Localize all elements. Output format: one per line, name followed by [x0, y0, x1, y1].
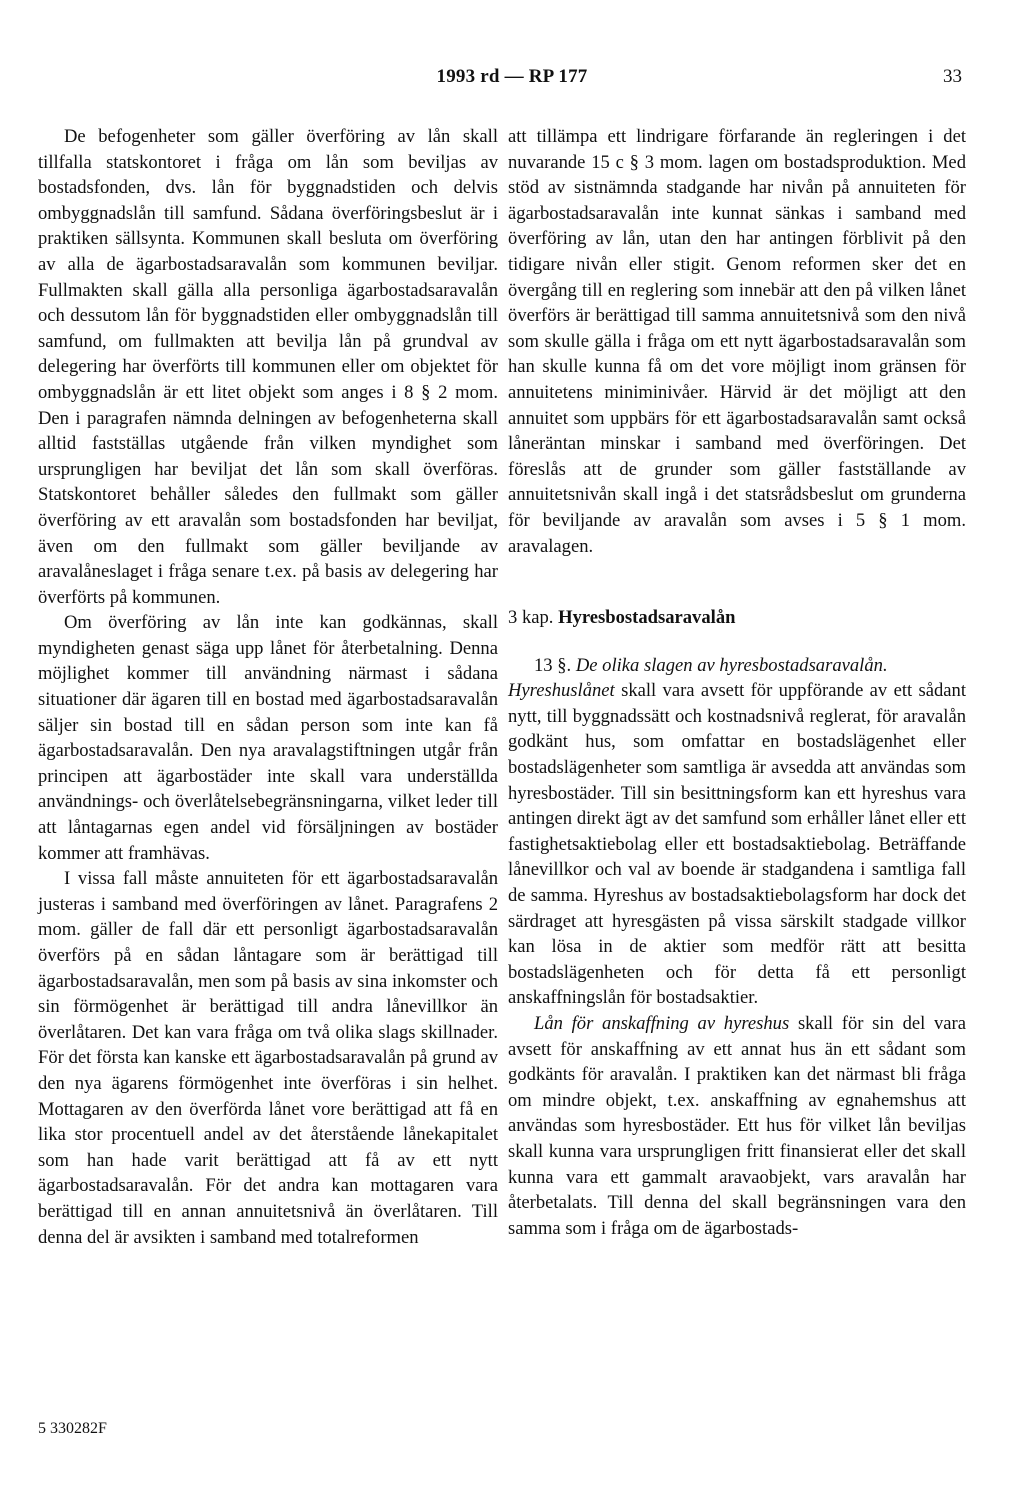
section-number: 13 §. — [534, 654, 572, 676]
page-header-title: 1993 rd — RP 177 — [436, 66, 588, 87]
left-paragraph-1: De befogenheter som gäller överföring av lån skall tillfalla statskontoret i fråga om lån som beviljas av bostadsfonden, dvs. lån för byggnadstiden och delvis ombyggnadslån till samfund. Sådana överföringsbeslut är i praktiken sällsynta. Kommunen skall besluta om överföring av alla de ägarbostadsaravalån som kommunen beviljar. Fullmakten skall gälla alla personliga ägarbostadsaravalån och dessutom lån för byggnadstiden eller ombyggnadslån till samfund, om fullmakten att bevilja lån på grundval av delegering har överförts till kommunen eller om objektet för ombyggnadslån är ett litet objekt som anges i 8 § 2 mom. Den i paragrafen nämnda delningen av befogenheterna skall alltid fastställas utgående från vilken myndighet som ursprungligen har beviljat det lån som skall överföras. Statskontoret behåller således den fullmakt som gäller överföring av ett aravalån som bostadsfonden har beviljat, även om den fullmakt som gäller beviljande av aravalåneslaget i fråga senare t.ex. på basis av delegering har överförts på kommunen. — [38, 126, 498, 608]
chapter-heading — [508, 605, 966, 631]
right-paragraph-1: att tillämpa ett lindrigare förfarande än regleringen i det nuvarande 15 c § 3 mom. lagen om bostadsproduktion. Med stöd av sistnämnda stadgande har nivån på annuiteten för ägarbostadsaravalån inte kunnat sänkas i samband med överföring av lån, utan den har antingen förblivit på den tidigare nivån eller stigit. Genom reformen sker det en övergång till en reglering som innebär att den på vilken lånet överförs är berättigad till samma annuitetsnivå som den nivå som skulle gälla i fråga om ett nytt ägarbostadsaravalån som han skulle kunna få om det vore möjligt inom gränsen för annuitetens miniminivåer. Härvid är det möjligt att den annuitet som uppbärs för ett ägarbostadsaravalån samt också låneräntan minskar i samband med överföringen. Det föreslås att de grunder som gäller fastställande av annuitetsnivån skall ingå i det statsrådsbeslut om grunderna för beviljande av aravalån som avses i 5 § 1 mom. aravalagen. — [508, 126, 966, 557]
left-paragraph-2: Om överföring av lån inte kan godkännas, skall myndigheten genast säga upp lånet för återbetalning. Denna möjlighet kommer till användning närmast i sådana situationer där ägaren till en bostad med ägarbostadsaravalån säljer sin bostad till en sådan person som inte kan få ägarbostadsaravalån. Den nya aravalagstiftningen utgår från principen att ägarbostäder inte skall vara underställda användnings- och överlåtelsebegränsningarna, vilket leder till att låntagarnas egen andel vid försäljningen av bostäder kommer att framhävas. — [38, 612, 498, 864]
paragraph-2-body: skall vara avsett för uppförande av ett sådant nytt, till byggnadssätt och kostnadsnivå reglerat, för aravalån godkänt hus, som omfattar en bostadslägenhet eller bostadslägenheter som samtliga är avsedda att användas som hyresbostäder. Till sin besittningsform kan ett hyreshus vara antingen direkt ägt av det samfund som erhåller lånet eller ett fastighetsaktiebolag eller ett bostadsaktiebolag. Beträffande lånevillkor och val av boende är stadgandena i samtliga fall de samma. Hyreshus av bostadsaktiebolagsform har dock det särdraget att hyresgästen på vissa särskilt stadgade villkor kan lösa in de aktier som medför rätt att besitta bostadslägenheten och för detta få ett personligt anskaffningslån för bostadsaktier. — [508, 680, 966, 1009]
paragraph-3-lead: Lån för anskaffning av hyreshus — [534, 1013, 790, 1034]
right-paragraph-2 — [508, 678, 966, 1011]
spacer — [508, 559, 966, 605]
section-heading — [508, 653, 966, 679]
page-number: 33 — [943, 66, 962, 87]
left-paragraph-3: I vissa fall måste annuiteten för ett ägarbostadsaravalån justeras i samband med överföringen av lånet. Paragrafens 2 mom. gäller de fall där ett personligt ägarbostadsaravalån överförs på en sådan låntagare som är berättigad till ägarbostadsaravalån, men som på basis av sina inkomster och sin förmögenhet är berättigad till andra lånevillkor än överlåtaren. Det kan vara fråga om två olika slags skillnader. För det första kan kanske ett ägarbostadsaravalån på grund av den nya ägarens förmögenhet inte överföras i sin helhet. Mottagaren av den överförda lånet vore berättigad att få en lika stor procentuell andel av det återstående lånekapitalet som han hade varit berättigad att få av ett nytt ägarbostadsaravalån. För det andra kan mottagaren vara berättigad till en annan annuitetsnivå än överlåtaren. Till denna del är avsikten i samband med totalreformen — [38, 868, 498, 1248]
spacer — [508, 631, 966, 653]
right-paragraph-3 — [508, 1011, 966, 1241]
paragraph-2-lead: Hyreshuslånet — [508, 680, 615, 702]
footer-print-code: 5 330282F — [38, 1420, 107, 1437]
chapter-title: Hyresbostadsaravalån — [558, 607, 736, 629]
left-column — [38, 124, 498, 1250]
paragraph-3-body: skall för sin del vara avsett för anskaffning av ett annat hus än ett sådant som godkänts för aravalån. I praktiken kan det närmast bli fråga om mindre objekt, t.ex. anskaffning av egnahemshus att användas som hyresbostäder. Ett hus för vilket lån beviljas skall kunna vara ursprungligen fritt finansierat eller det skall kunna vara ett gammalt aravaobjekt, vars aravalån har återbetalats. Till denna del skall begränsningen vara den samma som i fråga om de ägarbostads- — [508, 1013, 966, 1239]
right-column — [508, 124, 966, 1241]
chapter-prefix: 3 kap. — [508, 607, 554, 629]
section-title: De olika slagen av hyresbostadsaravalån. — [575, 654, 888, 676]
